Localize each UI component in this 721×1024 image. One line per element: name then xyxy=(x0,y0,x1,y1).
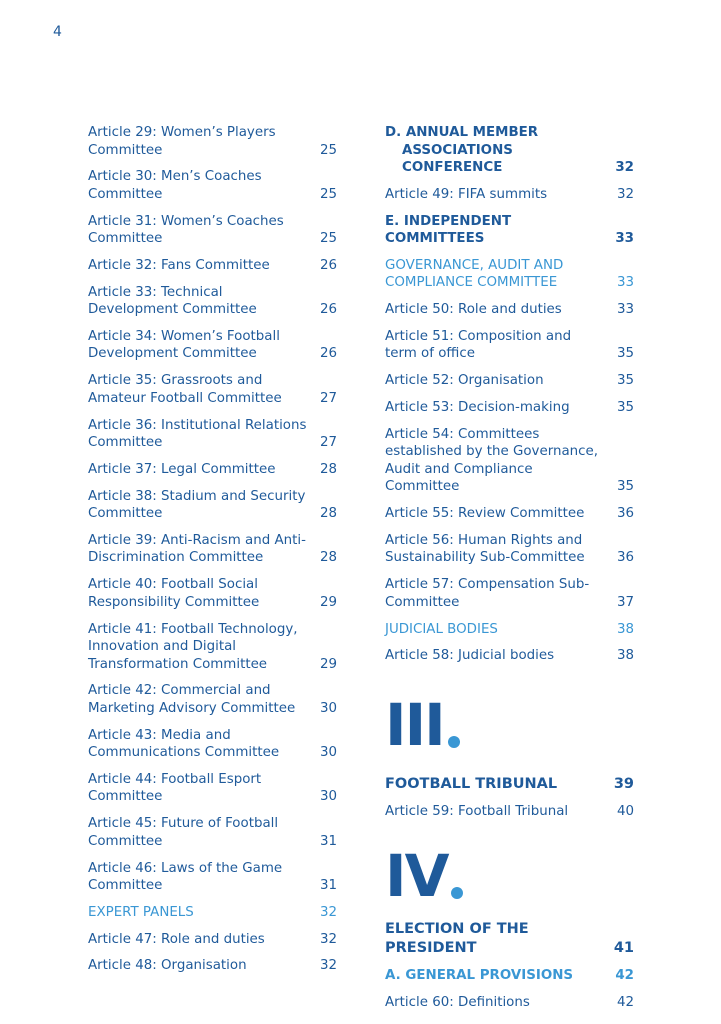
toc-entry-page: 26 xyxy=(319,346,337,362)
toc-entry-label: Article 29: Women’s Players Committee xyxy=(88,125,276,158)
toc-entry-label: Article 30: Men’s Coaches Committee xyxy=(88,169,262,202)
page-number: 4 xyxy=(53,24,62,40)
toc-entry-label: Article 39: Anti-Racism and Anti-Discrimination Committee xyxy=(88,532,306,566)
toc-entry-page: 30 xyxy=(319,745,337,761)
toc-chapter-label-line1: D. ANNUAL MEMBER xyxy=(385,125,539,140)
toc-section-label: JUDICIAL BODIES xyxy=(385,621,498,637)
toc-entry[interactable] xyxy=(88,931,337,949)
toc-entry[interactable] xyxy=(88,727,337,762)
toc-entry[interactable] xyxy=(385,426,634,496)
toc-chapter-label: A. GENERAL PROVISIONS xyxy=(385,967,574,983)
toc-entry-label: Article 46: Laws of the Game Committee xyxy=(88,860,283,894)
toc-entry-page: 25 xyxy=(319,142,337,158)
toc-section-page: 38 xyxy=(616,621,634,637)
toc-entry-page: 38 xyxy=(616,648,634,664)
toc-entry-page: 36 xyxy=(616,550,634,566)
toc-entry-label: Article 33: Technical Development Committee xyxy=(88,284,257,318)
toc-entry-page: 29 xyxy=(319,656,337,672)
toc-entry-page: 37 xyxy=(616,594,634,610)
toc-entry[interactable] xyxy=(385,301,634,319)
toc-chapter-page: 42 xyxy=(615,967,634,983)
toc-entry-label: Article 53: Decision-making xyxy=(385,400,570,416)
toc-section-page: 32 xyxy=(319,904,337,920)
toc-entry-page: 29 xyxy=(319,594,337,610)
toc-entry[interactable] xyxy=(385,576,634,611)
toc-entry-page: 26 xyxy=(319,302,337,318)
toc-entry-page: 35 xyxy=(616,400,634,416)
toc-entry[interactable] xyxy=(385,186,634,204)
toc-part-label: FOOTBALL TRIBUNAL xyxy=(385,775,558,792)
toc-entry-label: Article 43: Media and Communications Committee xyxy=(88,727,280,761)
toc-entry-page: 32 xyxy=(319,958,337,974)
toc-entry-label: Article 55: Review Committee xyxy=(385,506,585,522)
toc-entry-label: Article 40: Football Social Responsibility Committee xyxy=(88,577,260,610)
toc-entry-page: 35 xyxy=(616,373,634,389)
toc-entry[interactable] xyxy=(88,815,337,850)
toc-entry[interactable] xyxy=(385,532,634,567)
toc-section-page: 33 xyxy=(616,275,634,291)
toc-entry[interactable] xyxy=(88,771,337,806)
toc-entry-page: 26 xyxy=(319,257,337,273)
toc-entry[interactable] xyxy=(385,803,634,821)
toc-chapter-heading-d[interactable] xyxy=(385,124,634,177)
toc-entry-page: 28 xyxy=(319,461,337,477)
toc-entry[interactable] xyxy=(385,647,634,665)
toc-entry-page: 30 xyxy=(319,700,337,716)
toc-section-heading[interactable] xyxy=(88,904,337,922)
toc-entry-page: 30 xyxy=(319,789,337,805)
toc-entry[interactable] xyxy=(88,488,337,523)
part-four-numeral xyxy=(385,841,634,910)
toc-entry-label: Article 37: Legal Committee xyxy=(88,461,276,477)
toc-chapter-label xyxy=(385,124,612,177)
toc-entry-label: Article 35: Grassroots and Amateur Football Committee xyxy=(88,373,282,406)
toc-entry[interactable] xyxy=(88,532,337,567)
toc-entry-page: 27 xyxy=(319,435,337,451)
toc-entry-label: Article 59: Football Tribunal xyxy=(385,804,569,820)
toc-entry-label: Article 32: Fans Committee xyxy=(88,257,270,273)
toc-entry-page: 35 xyxy=(616,346,634,362)
toc-part-page: 39 xyxy=(613,775,634,792)
toc-chapter-page: 32 xyxy=(615,160,634,175)
toc-part-heading[interactable] xyxy=(385,775,634,794)
toc-entry[interactable] xyxy=(88,576,337,611)
toc-entry-page: 27 xyxy=(319,390,337,406)
toc-chapter-heading[interactable] xyxy=(385,967,634,985)
toc-chapter-heading-e[interactable] xyxy=(385,213,634,248)
toc-entry[interactable] xyxy=(88,328,337,363)
toc-entry[interactable] xyxy=(88,461,337,479)
toc-entry[interactable] xyxy=(385,399,634,417)
toc-entry-page: 33 xyxy=(616,302,634,318)
toc-entry[interactable] xyxy=(88,957,337,975)
toc-chapter-label: E. INDEPENDENT COMMITTEES xyxy=(385,213,512,247)
toc-entry-label: Article 60: Definitions xyxy=(385,994,530,1010)
toc-entry-page: 31 xyxy=(319,878,337,894)
toc-entry[interactable] xyxy=(88,284,337,319)
toc-entry[interactable] xyxy=(88,257,337,275)
toc-entry-label: Article 56: Human Rights and Sustainability Sub-Committee xyxy=(385,532,585,566)
toc-entry-page: 25 xyxy=(319,231,337,247)
toc-entry-label: Article 48: Organisation xyxy=(88,958,247,974)
toc-entry-page: 28 xyxy=(319,506,337,522)
part-numeral-text: III xyxy=(385,690,444,759)
toc-part-label: ELECTION OF THE PRESIDENT xyxy=(385,920,529,956)
toc-entry-page: 40 xyxy=(616,804,634,820)
toc-left-column xyxy=(88,124,337,984)
toc-entry-label: Article 42: Commercial and Marketing Advisory Committee xyxy=(88,683,296,716)
toc-entry-label: Article 52: Organisation xyxy=(385,373,544,389)
toc-entry[interactable] xyxy=(88,124,337,159)
toc-entry[interactable] xyxy=(88,682,337,717)
toc-entry-label: Article 45: Future of Football Committee xyxy=(88,816,279,849)
toc-entry[interactable] xyxy=(88,168,337,203)
numeral-dot xyxy=(451,887,463,899)
part-three-numeral xyxy=(385,690,634,759)
toc-entry[interactable] xyxy=(88,213,337,248)
toc-entry-label: Article 34: Women’s Football Development Committee xyxy=(88,328,280,362)
toc-entry[interactable] xyxy=(385,505,634,523)
toc-entry-label: Article 36: Institutional Relations Committee xyxy=(88,417,307,451)
toc-chapter-page: 33 xyxy=(615,231,634,247)
toc-part-heading[interactable] xyxy=(385,920,634,958)
toc-entry[interactable] xyxy=(88,860,337,895)
toc-entry-label: Article 57: Compensation Sub-Committee xyxy=(385,577,590,610)
toc-entry-label: Article 51: Composition and term of office xyxy=(385,328,572,362)
toc-entry-page: 36 xyxy=(616,506,634,522)
toc-entry[interactable] xyxy=(88,417,337,452)
toc-entry-page: 32 xyxy=(319,931,337,947)
toc-section-label: GOVERNANCE, AUDIT AND COMPLIANCE COMMITTEE xyxy=(385,257,564,291)
toc-entry-page: 35 xyxy=(616,479,634,495)
toc-entry-label: Article 31: Women’s Coaches Committee xyxy=(88,213,284,247)
toc-entry[interactable] xyxy=(88,621,337,674)
toc-chapter-label-line2: ASSOCIATIONS CONFERENCE xyxy=(402,142,513,175)
toc-entry-page: 32 xyxy=(616,186,634,202)
toc-entry-label: Article 44: Football Esport Committee xyxy=(88,771,262,805)
toc-entry[interactable] xyxy=(88,372,337,407)
numeral-dot xyxy=(448,736,460,748)
toc-entry-label: Article 38: Stadium and Security Committee xyxy=(88,488,306,522)
toc-entry-label: Article 58: Judicial bodies xyxy=(385,648,555,664)
toc-entry[interactable] xyxy=(385,994,634,1012)
toc-entry[interactable] xyxy=(385,328,634,363)
toc-section-label: EXPERT PANELS xyxy=(88,904,194,920)
toc-entry-page: 31 xyxy=(319,833,337,849)
toc-entry-page: 28 xyxy=(319,550,337,566)
toc-right-column xyxy=(385,124,634,1021)
toc-entry-label: Article 47: Role and duties xyxy=(88,931,265,947)
toc-entry-label: Article 41: Football Technology, Innovation and Digital Transformation Committee xyxy=(88,621,298,672)
toc-entry-label: Article 50: Role and duties xyxy=(385,302,562,318)
toc-entry-label: Article 54: Committees established by the Governance, Audit and Compliance Committee xyxy=(385,426,599,495)
toc-entry-page: 42 xyxy=(616,994,634,1010)
toc-entry-label: Article 49: FIFA summits xyxy=(385,186,548,202)
toc-entry[interactable] xyxy=(385,372,634,390)
toc-section-heading[interactable] xyxy=(385,257,634,292)
toc-entry-page: 25 xyxy=(319,186,337,202)
toc-part-page: 41 xyxy=(613,939,634,956)
part-numeral-text: IV xyxy=(385,841,448,910)
toc-section-heading[interactable] xyxy=(385,621,634,639)
